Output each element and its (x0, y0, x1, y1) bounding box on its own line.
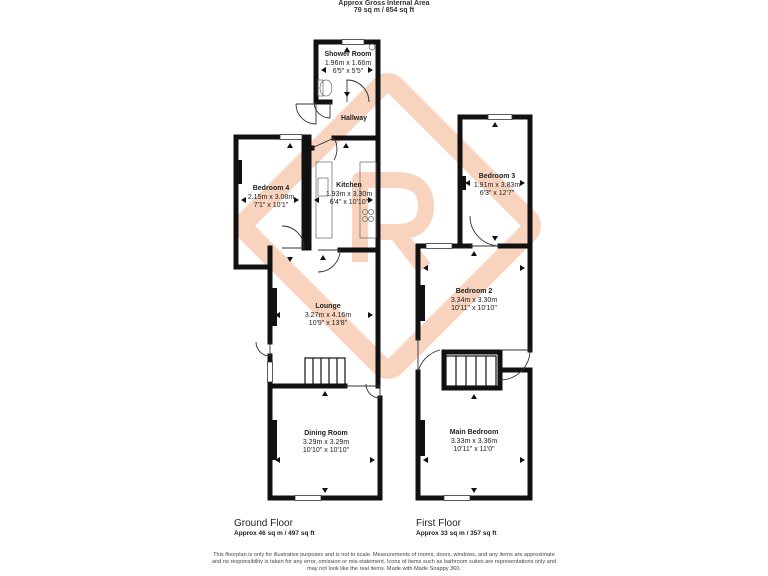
room-imperial: 6'4" x 10'10" (329, 199, 369, 206)
ground-floor-caption (234, 518, 315, 537)
room-metric: 3.29m x 3.29m (302, 438, 350, 446)
room-name: Kitchen (336, 182, 362, 189)
room-name: Lounge (315, 303, 341, 310)
first-floor-caption (416, 518, 497, 537)
disclaimer-line: and no responsibility is taken for any error, omission or mis-statement. Icons of items such as bathroom suites are representations only and (211, 559, 557, 565)
room-metric: 1.91m x 3.83m (473, 181, 521, 189)
room-metric: 2.15m x 3.08m (247, 193, 295, 201)
room-main-bedroom (428, 429, 520, 455)
room-imperial: 10'11" x 10'10" (451, 305, 497, 312)
floor-area: Approx 46 sq m / 497 sq ft (234, 530, 315, 537)
room-metric: 3.34m x 3.30m (450, 296, 498, 304)
header-area: 79 sq m / 854 sq ft (353, 7, 415, 14)
room-name: Shower Room (324, 51, 372, 58)
room-metric: 1.96m x 1.66m (324, 59, 372, 67)
disclaimer-line: This floorplan is only for illustrative purposes and is not to scale. Measurements of rooms, doors, windows, and any items are approximate (213, 552, 555, 558)
room-name: Main Bedroom (449, 429, 499, 436)
disclaimer (150, 552, 618, 573)
room-metric: 1.93m x 3.30m (325, 190, 373, 198)
room-imperial: 10'11" x 11'0" (453, 446, 495, 453)
room-metric: 3.27m x 4.16m (304, 311, 352, 319)
floor-area: Approx 33 sq m / 357 sq ft (416, 530, 497, 537)
floor-name: Ground Floor (234, 518, 293, 529)
room-imperial: 10'10" x 10'10" (302, 447, 350, 454)
room-imperial: 10'9" x 13'8" (308, 320, 348, 327)
room-name: Hallway (340, 115, 368, 122)
room-imperial: 6'5" x 5'5" (332, 68, 364, 75)
header-title: Approx Gross Internal Area (338, 0, 430, 7)
room-dining-room (282, 430, 370, 456)
room-bedroom-3 (466, 173, 528, 199)
room-imperial: 7'1" x 10'1" (253, 202, 289, 209)
room-bedroom-4 (238, 185, 304, 211)
room-metric: 3.33m x 3.36m (450, 437, 498, 445)
room-imperial: 6'3" x 12'7" (479, 190, 515, 197)
room-kitchen (320, 182, 378, 208)
floor-name: First Floor (416, 518, 461, 529)
room-bedroom-2 (428, 288, 520, 314)
room-shower-room (310, 51, 386, 77)
room-name: Dining Room (304, 430, 348, 437)
disclaimer-line: may not look like the real items. Made with Made Snappy 360. (307, 566, 461, 572)
room-name: Bedroom 3 (478, 173, 516, 180)
room-lounge (284, 303, 372, 329)
room-hallway (332, 115, 376, 124)
room-name: Bedroom 2 (455, 288, 493, 295)
room-name: Bedroom 4 (252, 185, 290, 192)
